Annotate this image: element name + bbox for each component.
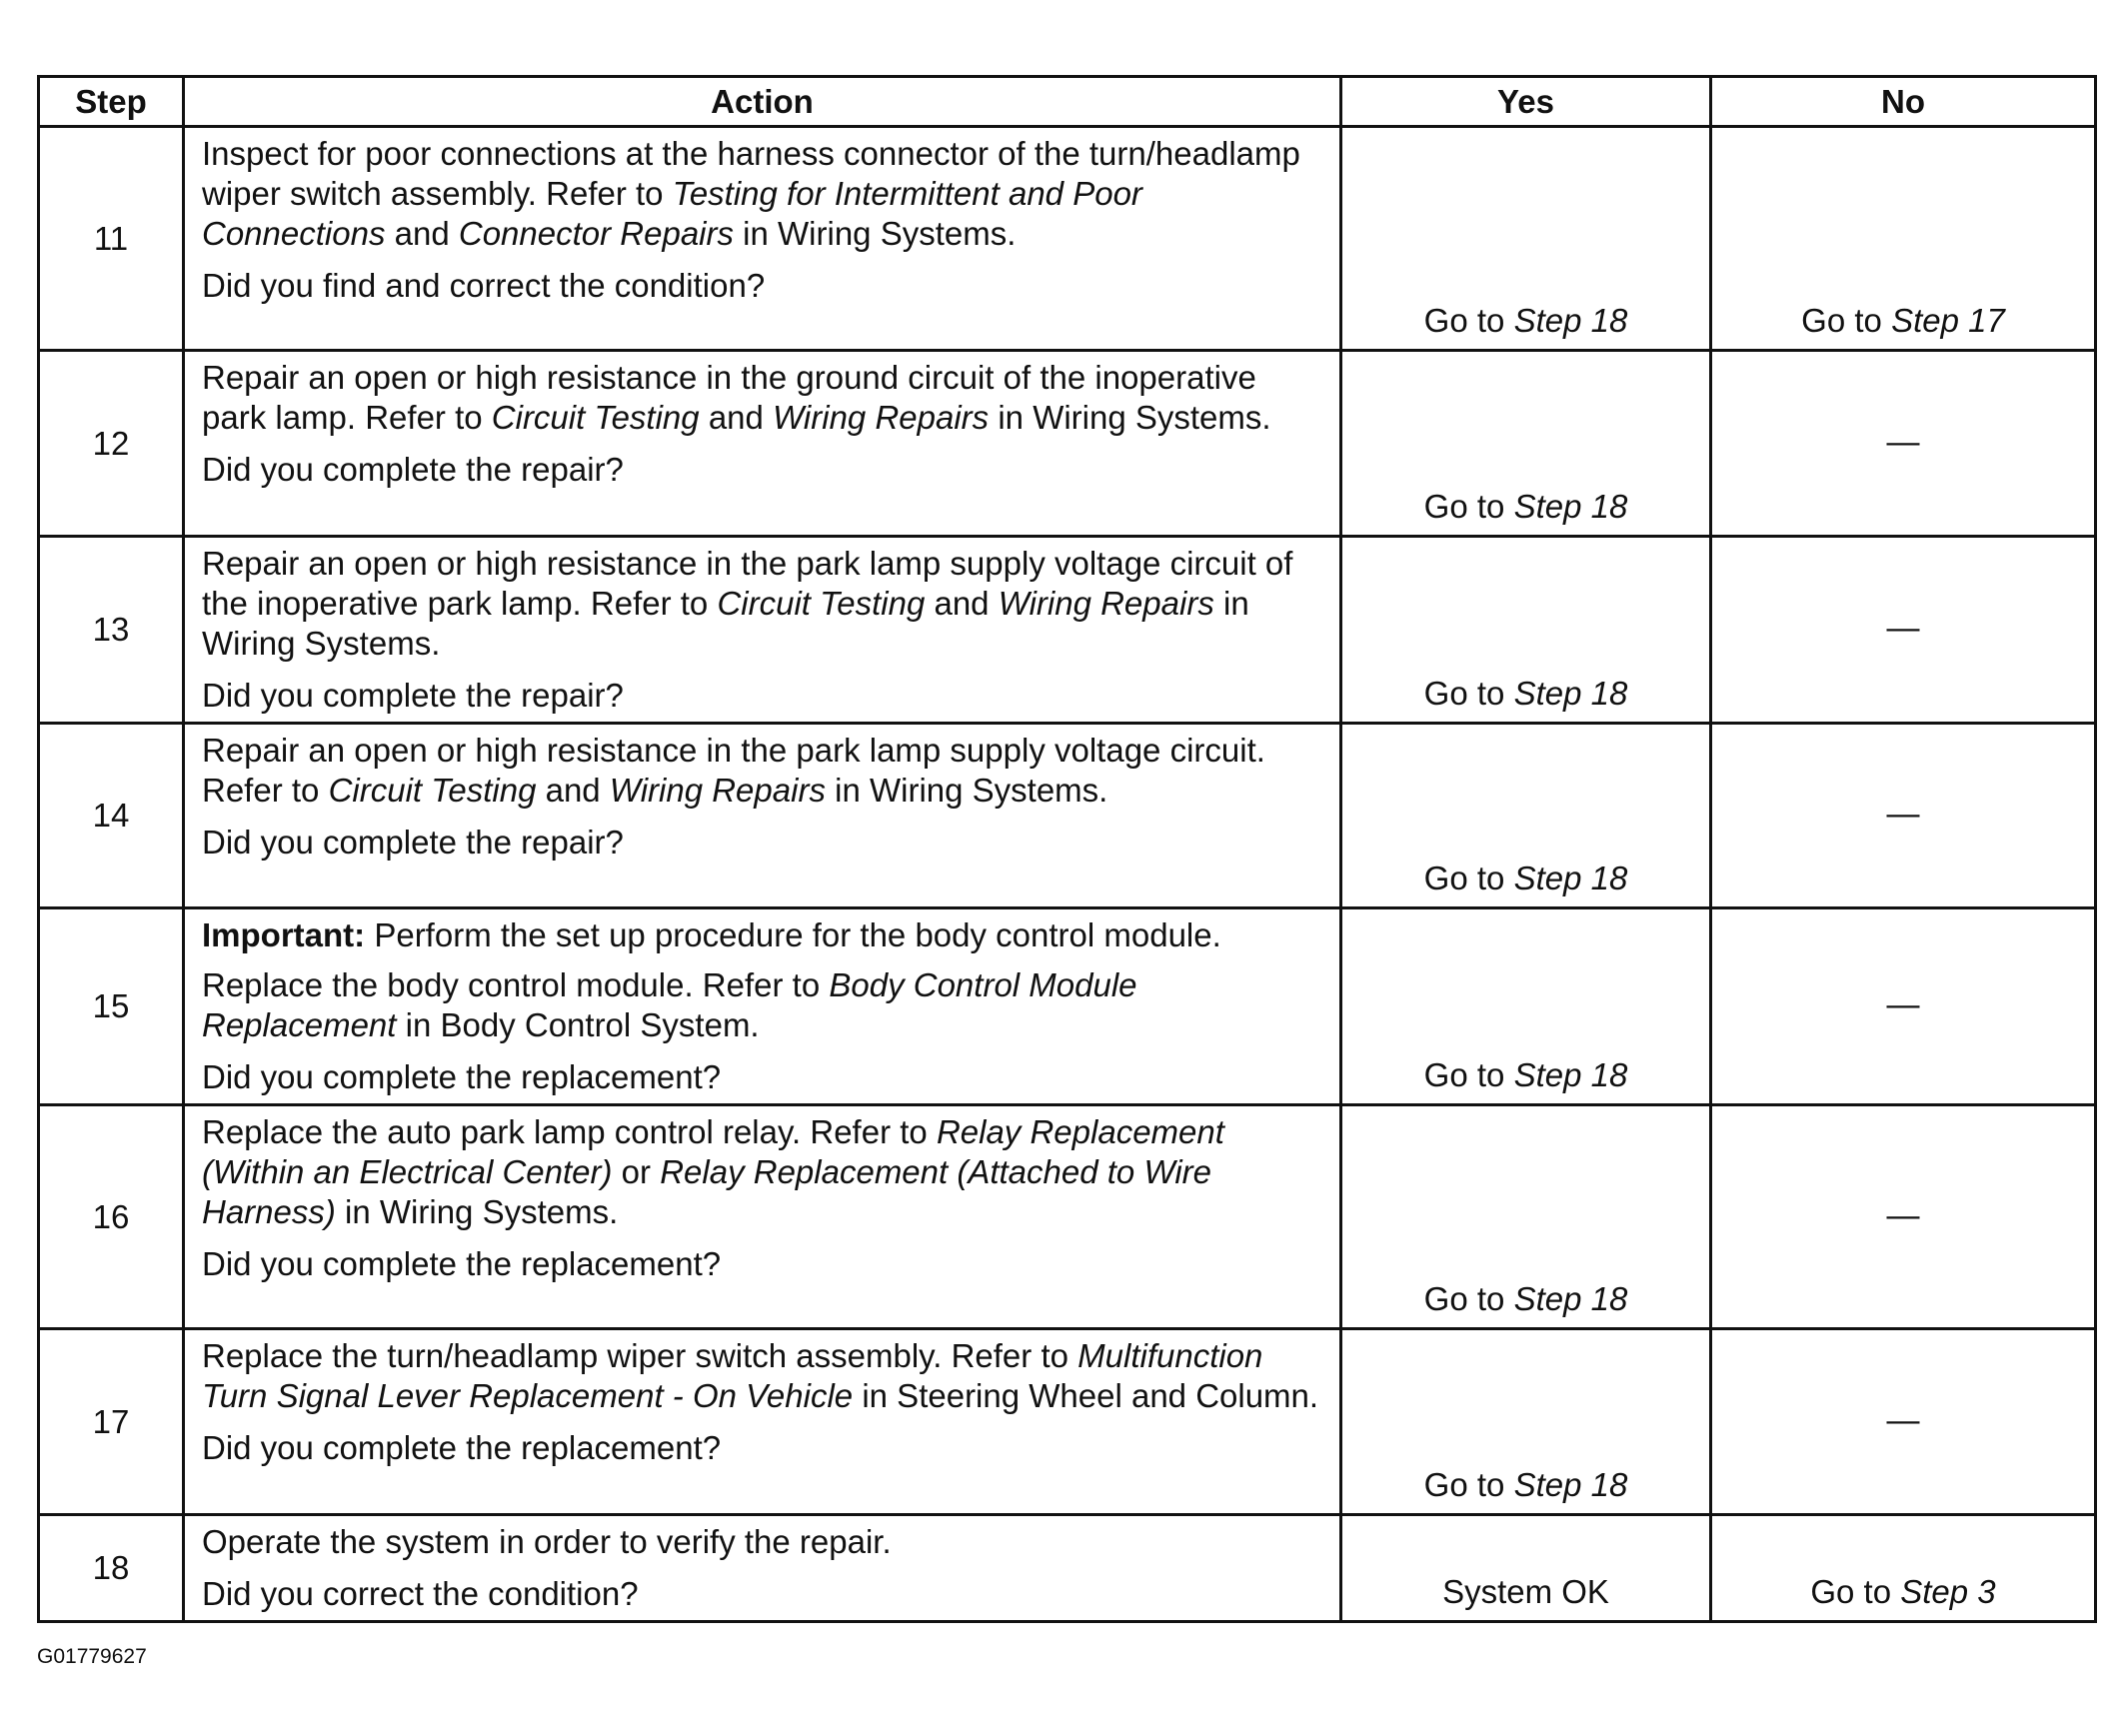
figure-id: G01779627	[37, 1645, 147, 1668]
italic-reference-text: Step 18	[1513, 488, 1628, 525]
italic-reference-text: Step 18	[1513, 860, 1628, 896]
text-run: and	[925, 585, 999, 622]
step-number: 14	[39, 724, 184, 908]
no-answer-dash: —	[1886, 985, 1920, 1022]
diagnostic-table-container	[37, 75, 2094, 1623]
action-cell	[184, 537, 1341, 724]
text-run: Go to	[1423, 1056, 1514, 1093]
header-no: No	[1711, 77, 2096, 127]
text-run: in Wiring Systems.	[989, 399, 1271, 436]
text-run: System OK	[1442, 1573, 1609, 1610]
no-cell	[1711, 351, 2096, 537]
no-cell	[1711, 127, 2096, 351]
action-cell	[184, 908, 1341, 1105]
italic-reference-text: Wiring Repairs	[773, 399, 990, 436]
text-run: Repair an open or high resistance in the park lamp supply voltage circuit. Refer to	[202, 732, 1265, 809]
action-question: Did you correct the condition?	[202, 1575, 639, 1612]
yes-answer	[1342, 1465, 1709, 1505]
italic-reference-text: Testing for Intermittent and Poor Connections	[202, 175, 1142, 252]
yes-answer	[1342, 1572, 1709, 1612]
text-run: Go to	[1423, 1466, 1514, 1503]
no-cell	[1711, 1329, 2096, 1515]
text-run: Go to	[1423, 860, 1514, 896]
text-run: or	[612, 1153, 661, 1190]
yes-answer	[1342, 674, 1709, 714]
action-question: Did you complete the repair?	[202, 451, 624, 488]
yes-answer	[1342, 487, 1709, 527]
text-run: Go to	[1810, 1573, 1901, 1610]
action-instruction	[202, 1522, 1329, 1562]
yes-cell	[1341, 537, 1711, 724]
action-question: Did you complete the repair?	[202, 824, 624, 861]
text-run: and	[385, 215, 459, 252]
diagnostic-table	[37, 75, 2097, 1623]
text-run: Go to	[1801, 302, 1892, 339]
yes-answer	[1342, 1279, 1709, 1319]
table-row	[39, 127, 2096, 351]
action-instruction	[202, 1336, 1329, 1416]
step-number: 13	[39, 537, 184, 724]
action-question: Did you find and correct the condition?	[202, 267, 766, 304]
step-number: 16	[39, 1105, 184, 1329]
header-step: Step	[39, 77, 184, 127]
italic-reference-text: Multifunction Turn Signal Lever Replacement - On Vehicle	[202, 1337, 1263, 1414]
table-row	[39, 537, 2096, 724]
italic-reference-text: Connector Repairs	[458, 215, 734, 252]
text-run: in Body Control System.	[396, 1006, 760, 1043]
italic-reference-text: Step 3	[1900, 1573, 1996, 1610]
text-run: in Wiring Systems.	[202, 585, 1249, 662]
action-cell	[184, 127, 1341, 351]
action-cell	[184, 1329, 1341, 1515]
header-row	[39, 77, 2096, 127]
step-number: 18	[39, 1515, 184, 1622]
italic-reference-text: Relay Replacement (Attached to Wire Harness)	[202, 1153, 1211, 1230]
step-number: 11	[39, 127, 184, 351]
action-question: Did you complete the repair?	[202, 677, 624, 714]
header-yes: Yes	[1341, 77, 1711, 127]
italic-reference-text: Circuit Testing	[717, 585, 926, 622]
yes-answer	[1342, 301, 1709, 341]
header-action: Action	[184, 77, 1341, 127]
step-number: 17	[39, 1329, 184, 1515]
action-instruction	[202, 731, 1329, 811]
table-row	[39, 351, 2096, 537]
action-instruction	[202, 544, 1329, 664]
no-cell	[1711, 537, 2096, 724]
no-answer-dash: —	[1886, 1195, 1920, 1233]
no-cell	[1711, 724, 2096, 908]
important-label: Important:	[202, 916, 366, 953]
text-run: in Wiring Systems.	[734, 215, 1017, 252]
italic-reference-text: Wiring Repairs	[998, 585, 1214, 622]
no-answer	[1712, 1572, 2094, 1612]
text-run: in Wiring Systems.	[335, 1193, 619, 1230]
text-run: Repair an open or high resistance in the ground circuit of the inoperative park lamp. Refer to	[202, 359, 1256, 436]
action-cell	[184, 724, 1341, 908]
text-run: Operate the system in order to verify the repair.	[202, 1523, 892, 1560]
action-question: Did you complete the replacement?	[202, 1429, 722, 1466]
action-question: Did you complete the replacement?	[202, 1058, 722, 1095]
text-run: Replace the turn/headlamp wiper switch assembly. Refer to	[202, 1337, 1078, 1374]
table-row	[39, 724, 2096, 908]
text-run: Go to	[1423, 675, 1514, 712]
yes-cell	[1341, 1105, 1711, 1329]
action-instruction	[202, 358, 1329, 438]
no-cell	[1711, 908, 2096, 1105]
italic-reference-text: Relay Replacement (Within an Electrical Center)	[202, 1113, 1224, 1190]
italic-reference-text: Step 18	[1513, 675, 1628, 712]
no-answer-dash: —	[1886, 609, 1920, 646]
yes-cell	[1341, 1329, 1711, 1515]
italic-reference-text: Step 17	[1891, 302, 2005, 339]
italic-reference-text: Step 18	[1513, 302, 1628, 339]
action-instruction	[202, 965, 1329, 1045]
action-cell	[184, 1515, 1341, 1622]
text-run: Go to	[1423, 1280, 1514, 1317]
text-run: Inspect for poor connections at the harness connector of the turn/headlamp wiper switch assembly. Refer to	[202, 135, 1300, 212]
italic-reference-text: Step 18	[1513, 1280, 1628, 1317]
italic-reference-text: Step 18	[1513, 1056, 1628, 1093]
yes-cell	[1341, 724, 1711, 908]
no-cell	[1711, 1515, 2096, 1622]
important-text: Perform the set up procedure for the body control module.	[365, 916, 1221, 953]
table-row	[39, 908, 2096, 1105]
no-answer	[1712, 301, 2094, 341]
yes-cell	[1341, 1515, 1711, 1622]
action-cell	[184, 351, 1341, 537]
text-run: in Wiring Systems.	[825, 772, 1108, 809]
yes-answer	[1342, 859, 1709, 898]
no-cell	[1711, 1105, 2096, 1329]
action-question: Did you complete the replacement?	[202, 1245, 722, 1282]
yes-cell	[1341, 127, 1711, 351]
text-run: Go to	[1423, 302, 1514, 339]
important-note	[202, 915, 1329, 955]
action-instruction	[202, 1112, 1329, 1232]
italic-reference-text: Circuit Testing	[328, 772, 537, 809]
step-number: 15	[39, 908, 184, 1105]
text-run: and	[699, 399, 774, 436]
table-body	[39, 127, 2096, 1622]
action-cell	[184, 1105, 1341, 1329]
italic-reference-text: Step 18	[1513, 1466, 1628, 1503]
action-instruction	[202, 134, 1329, 254]
italic-reference-text: Wiring Repairs	[609, 772, 826, 809]
yes-cell	[1341, 908, 1711, 1105]
text-run: Replace the auto park lamp control relay. Refer to	[202, 1113, 937, 1150]
italic-reference-text: Body Control Module Replacement	[202, 966, 1137, 1043]
table-row	[39, 1515, 2096, 1622]
yes-cell	[1341, 351, 1711, 537]
text-run: in Steering Wheel and Column.	[853, 1377, 1319, 1414]
no-answer-dash: —	[1886, 1400, 1920, 1438]
no-answer-dash: —	[1886, 422, 1920, 460]
step-number: 12	[39, 351, 184, 537]
text-run: Replace the body control module. Refer to	[202, 966, 830, 1003]
table-row	[39, 1105, 2096, 1329]
table-row	[39, 1329, 2096, 1515]
text-run: Go to	[1423, 488, 1514, 525]
no-answer-dash: —	[1886, 795, 1920, 832]
yes-answer	[1342, 1055, 1709, 1095]
text-run: and	[536, 772, 610, 809]
text-run: Repair an open or high resistance in the park lamp supply voltage circuit of the inoperative park lamp. Refer to	[202, 545, 1293, 622]
italic-reference-text: Circuit Testing	[491, 399, 700, 436]
